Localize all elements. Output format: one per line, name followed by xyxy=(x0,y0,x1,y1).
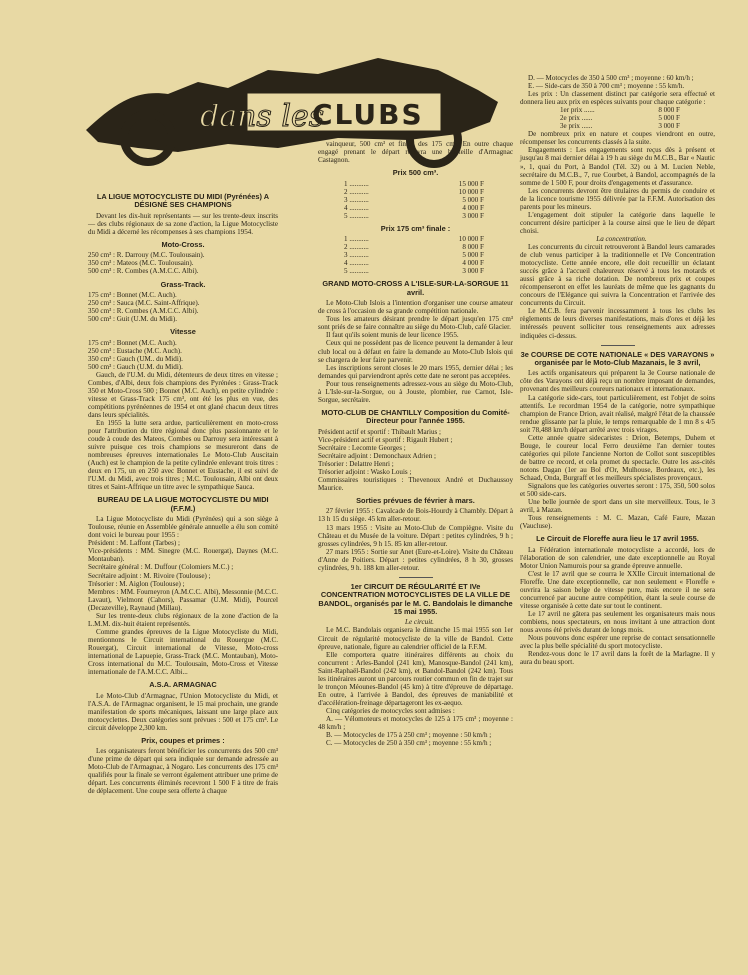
list-line: Commissaires touristiques : Thevenoux André et Duchaussoy Maurice. xyxy=(318,475,513,492)
list-line: 350 cm³ : R. Combes (A.M.C.C. Albi). xyxy=(88,307,199,315)
paragraph: Le Moto-Club Islois a l'intention d'organiser une course amateur de cross à l'occasion de sa grande compétition nationale. xyxy=(318,299,513,316)
paragraph: Tous renseignements : M. C. Mazan, Café Faure, Mazan (Vaucluse). xyxy=(520,514,715,531)
prize-rank: 4 ........... xyxy=(344,259,369,268)
list-line: 350 cm³ : Mateos (M.C. Toulousain). xyxy=(88,259,194,268)
list-line: 500 cm³ : Guit (U.M. du Midi). xyxy=(88,315,178,324)
section-heading: 3e COURSE DE COTE NATIONALE « DES VARAYONS » organisée par le Moto-Club Mazanais, le 3 avril, xyxy=(520,349,715,367)
list-line: 250 cm³ : Eustache (M.C. Auch). xyxy=(88,346,182,355)
section-heading: Le Circuit de Floreffe aura lieu le 17 avril 1955. xyxy=(536,534,699,544)
list-line: 500 cm³ : R. Combes (A.M.C.C. Albi). xyxy=(88,267,199,276)
list-line: Président : M. Laffont (Tarbes) ; xyxy=(88,539,180,548)
list-line: 350 cm³ : Gauch (UM.. du Midi). xyxy=(88,354,183,363)
prize-rank: 2 ........... xyxy=(344,187,369,196)
paragraph: La catégorie side-cars, tout particulièrement, est l'objet de soins attentifs. Le recordman 1954 de la catégorie, notre sympathique champion de France Drion, avait réalisé, malgré l'état de la chaussée rendue glissante par la pluie, le temps remarquable de 1 mn 8 s 4/5 soit 78,488 km/h départ arrêté avec trois virages. xyxy=(520,393,715,434)
prize-rank: 3e prix ...... xyxy=(560,122,593,131)
prize-row xyxy=(344,235,484,243)
paragraph: Rendez-vous donc le 17 avril dans la forêt de la Marlagne. Il y aura du beau sport. xyxy=(520,650,715,667)
prize-row xyxy=(344,259,484,267)
paragraph: Le M.C. Bandolais organisera le dimanche 15 mai 1955 son 1er Circuit de régularité motocycliste de la ville de Bandol. Cette épreuve, nationale, figure au calendrier officiel de la F.F.M. xyxy=(318,626,513,651)
section-heading: Prix 500 cm³. xyxy=(392,168,439,178)
list-line: Trésorier : Delattre Henri ; xyxy=(318,459,394,468)
paragraph: La Fédération internationale motocycliste a accordé, lors de l'élaboration de son calendrier, une date exceptionnelle au Royal Motor Union Namurois pour sa grande épreuve annuelle. xyxy=(520,545,715,570)
banner-script: dans les xyxy=(200,99,325,134)
prize-row xyxy=(560,114,680,122)
list-line: Secrétaire adjoint : M. Rivoire (Toulouse) ; xyxy=(88,571,211,580)
list-line: 500 cm³ : Gauch (U.M. du Midi). xyxy=(88,362,183,371)
section-heading: Sorties prévues de février à mars. xyxy=(356,496,475,506)
section-heading: Vitesse xyxy=(170,327,196,337)
list-line: Secrétaire adjoint : Demonchaux Adrien ; xyxy=(318,451,436,460)
paragraph: Les prix : Un classement distinct par catégorie sera effectué et donnera lieu aux prix en espèces suivants pour chaque catégorie : xyxy=(520,90,715,107)
section-heading: Grass-Track. xyxy=(160,279,206,289)
prize-amount: 15 000 F xyxy=(458,179,484,188)
paragraph: Les concurrents du circuit retrouveront à Bandol leurs camarades de club venus participer à la traditionnelle et IVe Concentration motocycliste. Cette année encore, elle doit recueillir un éclatant succès grâce à l'accueil chaleureux réservé à tous les motards et aussi grâce à sa riche dotation. De nombreux prix et coupes récompenseront en effet les lauréats de même que les gagnants du concours de l'Elégance qui suivra la Concentration et l'arrivée des concurrents du Circuit. xyxy=(520,242,715,308)
list-line: Président actif et sportif : Thibault Marius ; xyxy=(318,427,442,436)
prize-rank: 2 ........... xyxy=(344,243,369,252)
paragraph: Pour tous renseignements adressez-vous au siège du Moto-Club, à L'Isle-sur-la-Sorgue, ou à Jouste, plombier, rue Carnot, Isle-Sorgue, secrétaire. xyxy=(318,379,513,404)
prize-row xyxy=(344,204,484,212)
banner-title: CLUBS xyxy=(312,98,424,131)
prize-amount: 3 000 F xyxy=(462,267,484,276)
section-heading: A.S.A. ARMAGNAC xyxy=(149,680,217,690)
list-line: Trésorier adjoint : Wasko Louis ; xyxy=(318,467,412,476)
list-line: Vice-président actif et sportif : Rigault Hubert ; xyxy=(318,435,453,444)
paragraph: Le 17 avril ne gâtera pas seulement les organisateurs mais nous combiens, nous spectateurs, en nous invitant à une attraction dont nous avons été privés durant de longs mois. xyxy=(520,610,715,635)
section-divider xyxy=(601,345,635,346)
section-heading: 1er CIRCUIT DE RÉGULARITÉ ET IVe CONCENTRATION MOTOCYCLISTES DE LA VILLE DE BANDOL, organisés par le M. C. Bandolais le dimanche 15 mai 1955. xyxy=(318,581,513,617)
list-line: 175 cm³ : Bonnet (M.C. Auch). xyxy=(88,290,177,299)
section-heading: BUREAU DE LA LIGUE MOTOCYCLISTE DU MIDI (F.F.M.) xyxy=(97,495,269,513)
section-heading: Moto-Cross. xyxy=(161,239,205,249)
prize-rank: 3 ........... xyxy=(344,195,369,204)
prize-row xyxy=(344,196,484,204)
section-heading: MOTO-CLUB DE CHANTILLY Composition du Comité-Directeur pour l'année 1955. xyxy=(321,407,510,426)
paragraph: Nous pouvons donc espérer une reprise de contact sensationnelle avec la plus belle spécialité du sport motocycliste. xyxy=(520,634,715,651)
prize-amount: 5 000 F xyxy=(462,195,484,204)
prize-amount: 10 000 F xyxy=(458,187,484,196)
prize-row xyxy=(560,106,680,114)
section-heading: Prix 175 cm³ finale : xyxy=(380,223,451,233)
column-left xyxy=(88,188,278,795)
paragraph: Gauch, de l'U.M. du Midi, détenteurs de deux titres en vitesse ; Combes, d'Albi, deux fois champions des Pyrénées : Grass-Track 350 et Moto-Cross 500 ; Bonnet (M.C. Auch), en petite cylindrée : vitesse et Grass-Track 175 cm³, ont été les plus en vue, des compétitions pyrénéennes de 1954 et ont glané chacun deux titres dans leurs spécialités. xyxy=(88,370,278,419)
prize-row xyxy=(344,243,484,251)
prize-amount: 8 000 F xyxy=(658,106,680,115)
prize-rank: 3 ........... xyxy=(344,251,369,260)
list-line: 175 cm³ : Bonnet (M.C. Auch). xyxy=(88,338,177,347)
paragraph: 13 mars 1955 : Visite au Moto-Club de Compiègne. Visite du Château et du Musée de la voiture. Départ : petites cylindrées, 9 h ; grosses cylindrées, 9 h 15. 85 km aller-retour. xyxy=(318,523,513,548)
paragraph: Les organisateurs feront bénéficier les concurrents des 500 cm³ d'une prime de départ qui sera indiquée sur demande adressée au Moto-Club de l'Armagnac, à Nogaro. Les concurrents des 175 cm³ qualifiés pour la finale se verront également attribuer une prime de départ. Les concurrents éliminés recevront 1 500 F à titre de frais de déplacement. Une coupe sera offerte à chaque xyxy=(88,747,278,796)
prize-amount: 5 000 F xyxy=(462,251,484,260)
paragraph: Elle comportera quatre itinéraires différents au choix du concurrent : Arles-Bandol (241 km), Manosque-Bandol (241 km), Saint-Raphaël-Bandol (242 km), et Bandol-Bandol (242 km). Tous les itinéraires auront un parcours routier commun en fin de trajet sur le tronçon Méounes-Bandol (45 km) à titre d'épreuve de départage. En outre, à l'arrivée à Bandol, des épreuves de maniabilité et d'accélération-freinage départageront les ex-aequo. xyxy=(318,650,513,707)
list-line: Membres : MM. Fourneyron (A.M.C.C. Albi), Messonnie (M.C.C. Lavaut), Vielmont (Cahors), Passamar (U.M. Midi), Pourcel (Decazeville), Raynaud (Millau). xyxy=(88,587,278,612)
paragraph: A. — Vélomoteurs et motocycles de 125 à 175 cm³ ; moyenne : 48 km/h ; xyxy=(318,715,513,732)
paragraph: Cinq catégories de motocycles sont admises : xyxy=(326,706,455,715)
section-heading: Prix, coupes et primes : xyxy=(141,735,225,745)
paragraph: Signalons que les catégories ouvertes seront : 175, 350, 500 solos et 500 side-cars. xyxy=(520,482,715,499)
column-middle xyxy=(318,140,513,747)
prize-rank: 5 ........... xyxy=(344,267,369,276)
prize-rank: 1 ........... xyxy=(344,235,369,244)
list-line: Trésorier : M. Aiglon (Toulouse) ; xyxy=(88,579,185,588)
prize-row xyxy=(560,122,680,130)
prize-amount: 4 000 F xyxy=(462,203,484,212)
paragraph: Le Moto-Club d'Armagnac, l'Union Motocycliste du Midi, et l'A.S.A. de l'Armagnac organisent, le 15 mai prochain, une grande manifestation de sports mécaniques, laissant une large place aux motocyclettes. Deux catégories sont prévues : 500 et 175 cm³. Le circuit développe 2,300 km. xyxy=(88,691,278,732)
paragraph: B. — Motocycles de 175 à 250 cm³ ; moyenne : 50 km/h ; xyxy=(326,731,492,740)
prize-row xyxy=(344,267,484,275)
subheading: La concentration. xyxy=(596,234,647,243)
paragraph: Devant les dix-huit représentants — sur les trente-deux inscrits — des clubs régionaux de sa zone d'action, la Ligue Motocycliste du Midi a décerné les récompenses à ses champions 1954. xyxy=(88,211,278,236)
section-heading: LA LIGUE MOTOCYCLISTE DU MIDI (Pyrénées) A DÉSIGNÉ SES CHAMPIONS xyxy=(96,192,270,210)
paragraph: Les actifs organisateurs qui préparent la 3e Course nationale de côte des Varayons ont déjà reçu un nombre imposant de demandes, provenant des meilleurs coureurs nationaux et internationaux. xyxy=(520,369,715,394)
section-divider xyxy=(399,577,433,578)
paragraph: Engagements : Les engagements sont reçus dès à présent et jusqu'au 8 mai dernier délai à 19 h au siège du M.C.B., Bar « Nautic », 1, quai du Port, à Bandol (Tél. 32) ou à M. Lucien Neble, secrétaire du M.C.B., 7, rue Courbet, à Bandol, accompagnés de la somme de 1 500 F, pour droits d'engagements et d'assurance. xyxy=(520,146,715,187)
paragraph: E. — Side-cars de 350 à 700 cm³ ; moyenne : 55 km/h. xyxy=(528,82,685,91)
paragraph: 27 février 1955 : Cavalcade de Bois-Hourdy à Chambly. Départ à 13 h 15 du siège. 45 km aller-retour. xyxy=(318,507,513,524)
paragraph: Sur les trente-deux clubs régionaux de la zone d'action de la L.M.M. dix-huit étaient représentés. xyxy=(88,611,278,628)
prize-rank: 1er prix ...... xyxy=(560,106,595,115)
prize-rank: 4 ........... xyxy=(344,203,369,212)
list-line: Secrétaire : Lecomte Georges ; xyxy=(318,443,406,452)
paragraph: Il faut qu'ils soient munis de leur licence 1955. xyxy=(326,331,459,340)
prize-rank: 1 ........... xyxy=(344,179,369,188)
paragraph: D. — Motocycles de 350 à 500 cm³ ; moyenne : 60 km/h ; xyxy=(528,74,694,82)
paragraph: Tous les amateurs désirant prendre le départ jusqu'en 175 cm³ sont priés de se faire connaître au siège du Moto-Club, café Glacier. xyxy=(318,315,513,332)
paragraph: Les inscriptions seront closes le 20 mars 1955, dernier délai ; les demandes qui parviendront après cette date ne seront pas acceptées. xyxy=(318,363,513,380)
subheading: Le circuit. xyxy=(405,618,434,627)
paragraph: C'est le 17 avril que se courra le XXIIe Circuit international de Floreffe. Une date exceptionnelle, car non seulement « Floreffe » ouvrira la saison belge de vitesse pure, mais encore il ne sera concurrencé par aucune autre compétition, étant la seule course de vitesse organisée à cette date sur tout le continent. xyxy=(520,569,715,611)
paragraph: Comme grandes épreuves de la Ligue Motocycliste du Midi, mentionnons le Circuit international du Rouergue (M.C. Rouergat), Circuit international de Vitesse, Moto-cross international de Lapuepie, Grass-Track (M.C. Montauban), Moto-Cross international du M.C. Toulousain, Moto-Cross et Vitesse internationale de l'A.M.C.C. Albi... xyxy=(88,627,278,677)
list-line: 250 cm³ : Sauca (M.C. Saint-Affrique). xyxy=(88,298,200,307)
prize-row xyxy=(344,251,484,259)
paragraph: En 1955 la lutte sera ardue, particulièrement en moto-cross pour l'attribution du titre régional donc plus passionnante et le coude à coude des Mateos, Combes ou Darrouy sera intéressant à suivre puisque ces trois champions se mesureront dans de nombreuses épreuves internationales Le Moto-Club Auscitain (Auch) est le champion de la petite cylindrée enlevant trois titres : deux en 175, un en 250 avec Bonnet et Eustache, il est suivi de l'U.M. du Midi, avec trois titres ; M.C. Toulousain, Albi ont deux titres et Saint-Affrique un titre avec le sympathique Sauca. xyxy=(88,418,278,492)
prize-row xyxy=(344,180,484,188)
section-heading: GRAND MOTO-CROSS A L'ISLE-SUR-LA-SORGUE 11 avril. xyxy=(322,279,509,297)
paragraph: Cette année quatre sidecaristes : Drion, Betemps, Duhem et Bouge, le coureur local Ferro deuxième l'an dernier toutes catégories qui pilote l'ancienne Norton de Collot sont susceptibles de battre ce record, et cela promet du spectacle. Outre les ass-cités notons Dagan (1er au Bol d'Or, Mulhouse, Bordeaux, etc.), les Schaad, Onda, Burgraff et les meilleurs spécialistes provençaux. xyxy=(520,433,715,482)
list-line: 250 cm³ : R. Darrouy (M.C. Toulousain). xyxy=(88,251,205,260)
paragraph: La Ligue Motocycliste du Midi (Pyrénées) qui a son siège à Toulouse, réunie en Assemblée générale annuelle a élu son comité dont voici le bureau pour 1955 : xyxy=(88,515,278,540)
prize-rank: 5 ........... xyxy=(344,211,369,220)
column-right xyxy=(520,74,715,666)
paragraph: Ceux qui ne possèdent pas de licence peuvent la demander à leur club local ou à défaut en faire la demande au Moto-Club Islois qui se chargera de leur faire parvenir. xyxy=(318,339,513,364)
prize-amount: 3 000 F xyxy=(658,122,680,131)
paragraph: Les concurrents devront être titulaires du permis de conduire et de la licence tourisme 1955 délivrée par la F.F.M. Autorisation des parents pour les mineurs. xyxy=(520,186,715,211)
list-line: Secrétaire général : M. Duffour (Colomiers M.C.) ; xyxy=(88,563,234,572)
list-line: Vice-présidents : MM. Sinegre (M.C. Rouergat), Daynes (M.C. Montauban). xyxy=(88,547,278,564)
prize-amount: 3 000 F xyxy=(462,211,484,220)
paragraph: C. — Motocycles de 250 à 350 cm³ ; moyenne : 55 km/h ; xyxy=(326,739,492,748)
prize-rank: 2e prix ...... xyxy=(560,114,593,123)
paragraph: 27 mars 1955 : Sortie sur Anet (Eure-et-Loire). Visite du Château d'Anne de Poitiers. Départ : petites cylindrées, 8 h 30, grosses cylindrées, 9 h. 188 km aller-retour. xyxy=(318,547,513,572)
paragraph: L'engagement doit stipuler la catégorie dans laquelle le concurrent désire participer à la course ainsi que le lieu de départ choisi. xyxy=(520,210,715,235)
prize-row xyxy=(344,212,484,220)
prize-amount: 5 000 F xyxy=(658,114,680,123)
paragraph: Le M.C.B. fera parvenir incessamment à tous les clubs les règlements de leurs diverses manifestations, mais d'ores et déjà les intéressés peuvent solliciter tous renseignements aux adresses indiquées ci-dessus. xyxy=(520,307,715,340)
paragraph: vainqueur, 500 cm³ et finale des 175 cm³. En outre chaque engagé prenant le départ recevra une bouteille d'Armagnac Castagnon. xyxy=(318,140,513,165)
paragraph: Une belle journée de sport dans un site merveilleux. Tous, le 3 avril, à Mazan. xyxy=(520,498,715,515)
paragraph: De nombreux prix en nature et coupes viendront en outre, récompenser les concurrents classés à la suite. xyxy=(520,130,715,147)
prize-amount: 4 000 F xyxy=(462,259,484,268)
prize-amount: 8 000 F xyxy=(462,243,484,252)
prize-amount: 10 000 F xyxy=(458,235,484,244)
prize-row xyxy=(344,188,484,196)
